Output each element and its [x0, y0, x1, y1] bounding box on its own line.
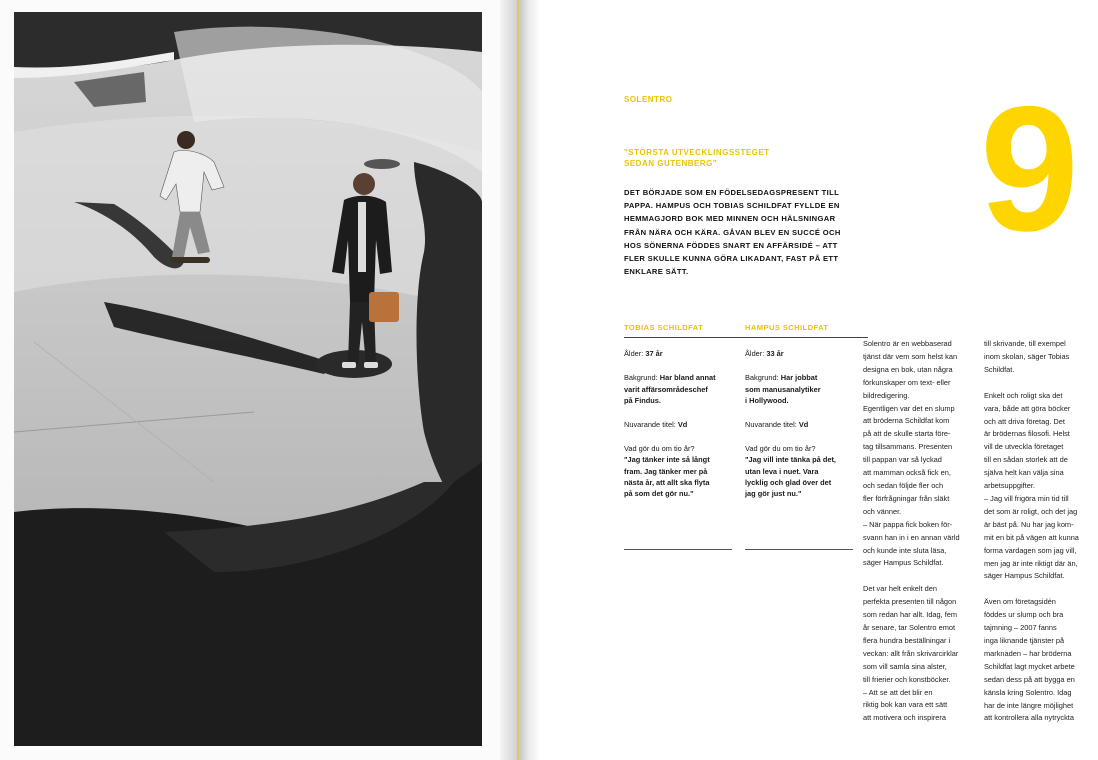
answer-line: jag gör just nu.": [745, 489, 802, 499]
body-line: säger Hampus Schildfat.: [984, 571, 1065, 581]
profile-rule-bottom: [624, 549, 732, 550]
profile-name: TOBIAS SCHILDFAT: [624, 323, 704, 332]
body-line: Schildfat lagt mycket arbete: [984, 661, 1075, 671]
body-line: är bäst på. Nu har jag kom-: [984, 519, 1074, 529]
body-line: Schildfat.: [984, 364, 1015, 374]
body-line: inom skolan, säger Tobias: [984, 351, 1070, 361]
answer-line: lycklig och glad över det: [745, 477, 832, 487]
question-text: Vad gör du om tio år?: [624, 444, 695, 454]
pull-quote-line: "STÖRSTA UTVECKLINGSSTEGET: [624, 148, 770, 157]
body-line: år senare, tar Solentro emot: [863, 623, 956, 633]
background-value: varit affärsområdeschef: [624, 384, 708, 394]
background-value: i Hollywood.: [745, 395, 789, 405]
body-line: Solentro är en webbaserad: [863, 339, 952, 348]
answer-line: utan leva i nuet. Vara: [745, 466, 819, 476]
left-page: [0, 0, 510, 760]
body-line: och kunde inte sluta läsa,: [863, 545, 947, 555]
body-line: själva helt kan välja sina: [984, 468, 1064, 478]
lede-line: FLER SKULLE KUNNA GÖRA LIKADANT, FAST PÅ ETT: [624, 254, 839, 264]
body-line: riktig bok kan vara ett sätt: [863, 700, 948, 710]
body-line: är brödernas filosofi. Helst: [984, 429, 1070, 439]
profile-age: [745, 348, 850, 359]
body-line: och att driva företag. Det: [984, 416, 1065, 426]
body-line: men jag är inte riktigt där än,: [984, 558, 1078, 568]
body-line: forma vardagen som jag vill,: [984, 545, 1077, 555]
body-line: Egentligen var det en slump: [863, 403, 955, 413]
body-line: Även om företagsidén: [984, 597, 1056, 607]
body-line: fler förfrågningar från släkt: [863, 493, 950, 503]
body-paragraph: [984, 596, 1096, 725]
background-value: Har bland annat: [659, 373, 716, 383]
section-kicker: SOLENTRO: [624, 95, 673, 104]
profile-rule-bottom: [745, 549, 853, 550]
answer-line: på som det gör nu.": [624, 489, 694, 499]
profile-background: [745, 372, 850, 406]
title-value: Vd: [798, 420, 809, 430]
pull-quote: [624, 147, 824, 169]
body-paragraph: [984, 338, 1096, 377]
body-line: – Jag vill frigöra min tid till: [984, 493, 1069, 503]
body-line: och sedan följde fler och: [863, 480, 944, 490]
body-line: – Att se att det blir en: [863, 687, 933, 697]
body-line: till pappan var så lyckad: [863, 455, 942, 465]
body-line: tag tillsammans. Presenten: [863, 442, 953, 452]
title-value: Vd: [677, 420, 688, 430]
answer-line: nästa år, att allt ska flyta: [624, 477, 710, 487]
body-line: Enkelt och roligt ska det: [984, 390, 1063, 400]
binding-line: [517, 0, 519, 760]
body-line: har de inte längre möjlighet: [984, 700, 1074, 710]
body-line: som redan har allt. Idag, fem: [863, 610, 958, 620]
profile-hampus: [745, 322, 850, 512]
lede-paragraph: [624, 186, 844, 278]
title-label: Nuvarande titel:: [624, 420, 676, 430]
lede-line: DET BÖRJADE SOM EN FÖDELSEDAGSPRESENT TILL: [624, 188, 840, 197]
title-label: Nuvarande titel:: [745, 420, 797, 430]
body-line: svann han in i en annan värld: [863, 532, 960, 542]
body-paragraph: [863, 583, 975, 725]
profile-age: [624, 348, 729, 359]
body-line: flera hundra beställningar i: [863, 635, 951, 645]
body-line: att mamman också fick en,: [863, 468, 951, 478]
body-line: som vill samla sina alster,: [863, 661, 947, 671]
body-line: inga liknande tjänster på: [984, 636, 1065, 646]
body-line: att motivera och inspirera: [863, 713, 946, 723]
body-line: till skrivande, till exempel: [984, 339, 1066, 348]
body-line: förkunskaper om text- eller: [863, 377, 951, 387]
body-line: mit en bit på vägen att kunna: [984, 532, 1079, 542]
body-line: tajmning – 2007 fanns: [984, 623, 1057, 633]
age-value: 33 år: [766, 349, 784, 359]
body-line: det som är roligt, och det jag: [984, 506, 1078, 516]
age-label: Ålder:: [624, 349, 644, 359]
page-gutter: [500, 0, 540, 760]
body-paragraph: [984, 390, 1096, 584]
body-line: till en sådan storlek att de: [984, 455, 1068, 465]
body-line: Det var helt enkelt den: [863, 584, 937, 594]
body-line: tjänst där vem som helst kan: [863, 351, 958, 361]
body-column-1: [863, 338, 975, 738]
answer-line: "Jag vill inte tänka på det,: [745, 455, 836, 465]
lede-line: FRÅN NÄRA OCH KÄRA. GÅVAN BLEV EN SUCCÉ OCH: [624, 227, 841, 237]
body-column-2: [984, 338, 1096, 738]
body-line: vara, både att göra böcker: [984, 403, 1071, 413]
body-line: bildredigering.: [863, 390, 910, 400]
age-value: 37 år: [645, 349, 663, 359]
background-label: Bakgrund:: [745, 373, 779, 383]
body-line: att kontrollera alla nytryckta: [984, 713, 1074, 723]
background-value: Har jobbat: [780, 373, 818, 383]
body-line: på att de skulle starta före-: [863, 429, 951, 439]
lede-line: PAPPA. HAMPUS OCH TOBIAS SCHILDFAT FYLLDE EN: [624, 201, 840, 211]
body-line: säger Hampus Schildfat.: [863, 558, 944, 568]
body-line: vill de utveckla företaget: [984, 442, 1064, 452]
body-line: – När pappa fick boken för-: [863, 519, 953, 529]
background-label: Bakgrund:: [624, 373, 658, 383]
profile-question: [745, 443, 850, 499]
profile-rule: [624, 337, 747, 338]
lede-line: ENKLARE SÄTT.: [624, 267, 689, 277]
profile-background: [624, 372, 729, 406]
age-label: Ålder:: [745, 349, 765, 359]
background-value: som manusanalytiker: [745, 384, 821, 394]
profile-rule: [745, 337, 868, 338]
background-value: på Findus.: [624, 395, 661, 405]
body-line: och vänner.: [863, 506, 902, 516]
profile-name: HAMPUS SCHILDFAT: [745, 323, 829, 332]
body-line: veckan: allt från skrivarcirklar: [863, 648, 959, 658]
profile-title: [624, 419, 729, 430]
answer-line: "Jag tänker inte så långt: [624, 455, 710, 465]
profile-tobias: [624, 322, 729, 512]
body-line: känsla kring Solentro. Idag: [984, 687, 1072, 697]
skatepark-illustration: [14, 12, 482, 746]
pull-quote-line: SEDAN GUTENBERG": [624, 159, 718, 168]
body-paragraph: [863, 338, 975, 570]
lede-line: HEMMAGJORD BOK MED MINNEN OCH HÄLSNINGAR: [624, 214, 836, 224]
right-page: [540, 0, 1098, 760]
answer-line: fram. Jag tänker mer på: [624, 466, 708, 476]
lede-line: HOS SÖNERNA FÖDDES SNART EN AFFÄRSIDÉ – ATT: [624, 240, 838, 250]
question-text: Vad gör du om tio år?: [745, 444, 816, 454]
body-line: sedan dess på att bygga en: [984, 674, 1075, 684]
body-line: arbetsuppgifter.: [984, 481, 1035, 491]
body-line: designa en bok, utan några: [863, 364, 953, 374]
page-number: 9: [980, 69, 1079, 268]
body-line: att bröderna Schildfat kom: [863, 416, 950, 426]
profile-title: [745, 419, 850, 430]
body-line: perfekta presenten till någon: [863, 597, 957, 607]
skatepark-photo: [14, 12, 482, 746]
body-line: till frierier och konstböcker.: [863, 674, 951, 684]
body-line: marknaden – har bröderna: [984, 648, 1072, 658]
profile-question: [624, 443, 729, 499]
body-line: föddes ur slump och bra: [984, 610, 1064, 620]
